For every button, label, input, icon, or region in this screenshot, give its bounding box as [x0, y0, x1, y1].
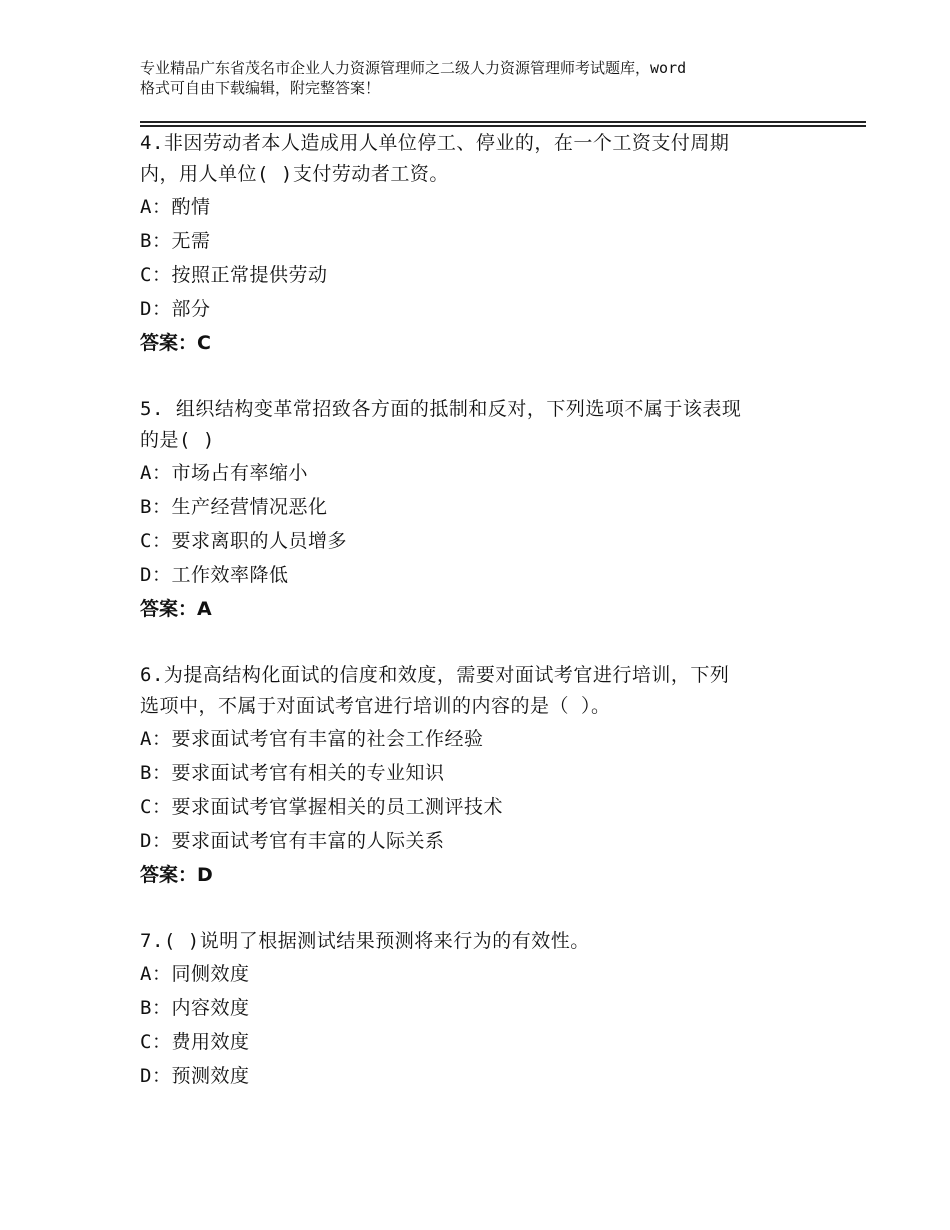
option-a: A：市场占有率缩小	[140, 462, 308, 484]
question-text-line: 内，用人单位( )支付劳动者工资。	[140, 163, 449, 185]
option-c: C：费用效度	[140, 1031, 250, 1053]
document-header	[140, 58, 830, 98]
question-text	[140, 926, 840, 957]
question-7	[140, 926, 840, 1093]
option-c: C：要求离职的人员增多	[140, 530, 347, 552]
answer: 答案：C	[140, 332, 211, 354]
option-d: D：部分	[140, 298, 211, 320]
option-b: B：无需	[140, 230, 211, 252]
option-b: B：生产经营情况恶化	[140, 496, 328, 518]
question-text	[140, 394, 840, 456]
option-d: D：要求面试考官有丰富的人际关系	[140, 830, 445, 852]
option-a: A：同侧效度	[140, 963, 250, 985]
option-a: A：要求面试考官有丰富的社会工作经验	[140, 728, 484, 750]
question-list	[140, 128, 840, 1093]
question-text-line: 7.( )说明了根据测试结果预测将来行为的有效性。	[140, 930, 590, 952]
header-line-1: 专业精品广东省茂名市企业人力资源管理师之二级人力资源管理师考试题库，word	[140, 59, 687, 77]
question-gap	[140, 892, 840, 926]
question-5	[140, 394, 840, 626]
question-gap	[140, 360, 840, 394]
header-line-2: 格式可自由下载编辑，附完整答案！	[140, 79, 381, 97]
question-text-line: 4.非因劳动者本人造成用人单位停工、停业的，在一个工资支付周期	[140, 132, 730, 154]
question-gap	[140, 626, 840, 660]
option-d: D：工作效率降低	[140, 564, 289, 586]
question-text-line: 6.为提高结构化面试的信度和效度，需要对面试考官进行培训，下列	[140, 664, 730, 686]
option-c: C：要求面试考官掌握相关的员工测评技术	[140, 796, 503, 818]
option-b: B：内容效度	[140, 997, 250, 1019]
header-rule-bottom	[140, 125, 866, 127]
option-c: C：按照正常提供劳动	[140, 264, 328, 286]
question-text-line: 选项中，不属于对面试考官进行培训的内容的是（ ）。	[140, 695, 611, 717]
question-4	[140, 128, 840, 360]
question-text-line: 的是( )	[140, 429, 215, 451]
question-6	[140, 660, 840, 892]
option-a: A：酌情	[140, 196, 211, 218]
question-text	[140, 660, 840, 722]
header-rule-top	[140, 121, 866, 123]
option-d: D：预测效度	[140, 1065, 250, 1087]
answer: 答案：D	[140, 864, 213, 886]
option-b: B：要求面试考官有相关的专业知识	[140, 762, 445, 784]
answer: 答案：A	[140, 598, 212, 620]
question-text	[140, 128, 840, 190]
question-text-line: 5. 组织结构变革常招致各方面的抵制和反对，下列选项不属于该表现	[140, 398, 742, 420]
